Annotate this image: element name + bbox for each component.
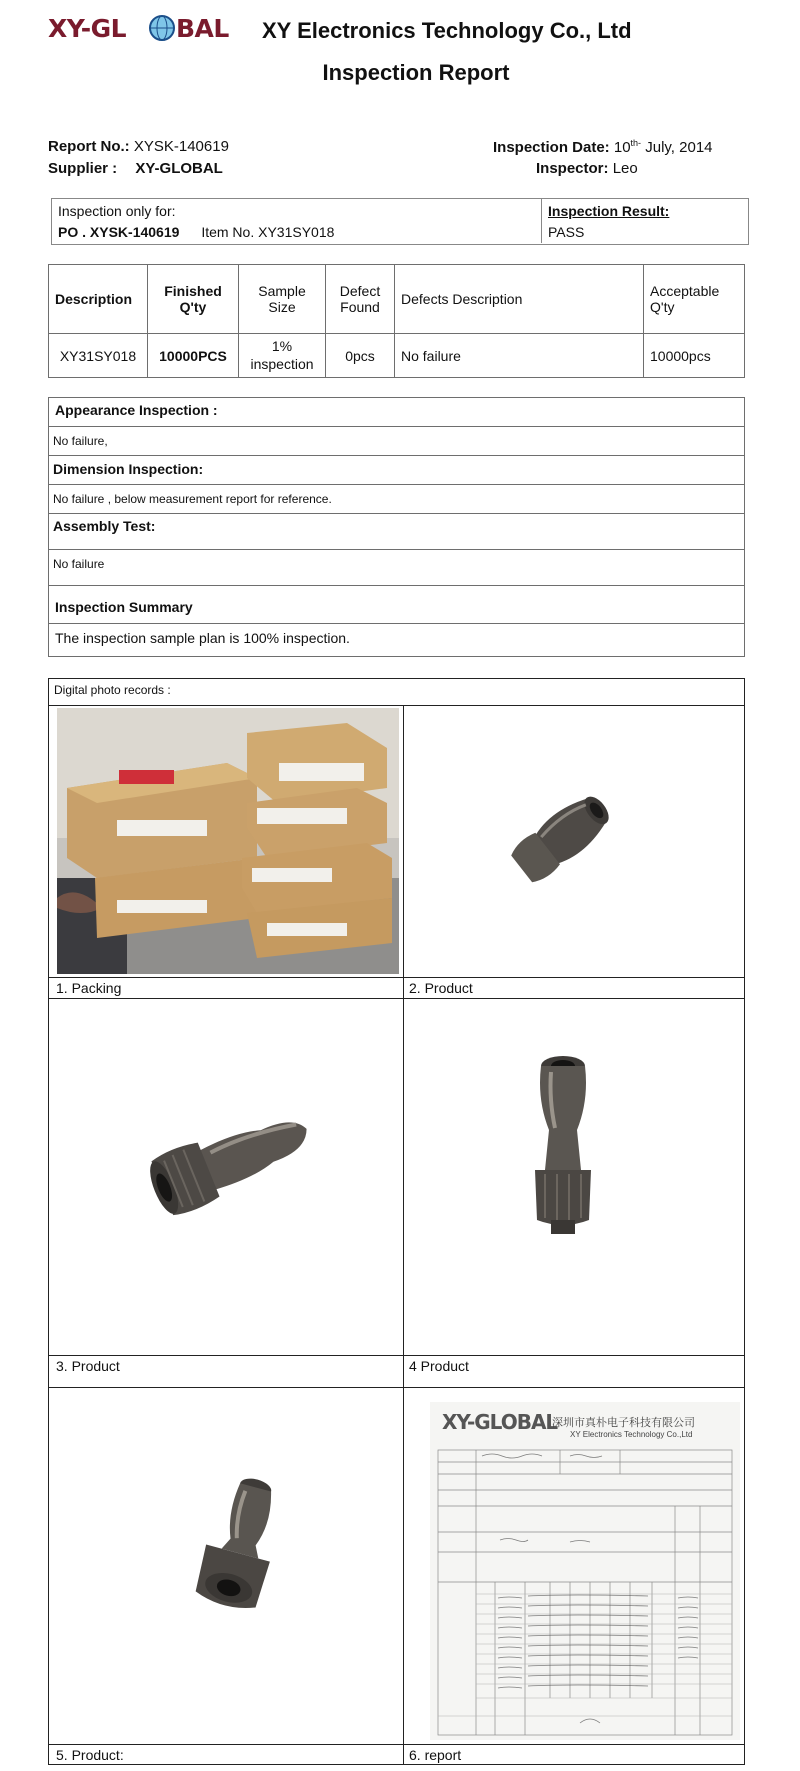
header-defect-found: Defect Found	[326, 265, 395, 334]
caption-product-4: 4 Product	[409, 1358, 469, 1374]
section-divider	[48, 513, 745, 514]
item-label: Item No.	[201, 224, 255, 240]
grid-line-vertical	[403, 705, 404, 1765]
photo-records-title: Digital photo records :	[54, 683, 171, 697]
grid-line	[48, 1355, 745, 1356]
caption-product-3: 3. Product	[56, 1358, 120, 1374]
product-photo-2	[505, 780, 625, 890]
report-no	[48, 138, 229, 155]
supplier-label: Supplier :	[48, 160, 118, 177]
header-description: Description	[49, 265, 148, 334]
product-photo-5	[185, 1470, 285, 1620]
svg-text:XY-GL: XY-GL	[48, 14, 127, 43]
caption-product-5: 5. Product:	[56, 1747, 124, 1763]
header-finished-qty: Finished Q'ty	[148, 265, 239, 334]
supplier	[48, 160, 223, 177]
inspector-value: Leo	[612, 160, 638, 177]
product-photo-4	[523, 1050, 603, 1240]
inspection-date-day: 10	[613, 139, 631, 156]
cell-acceptable-qty: 10000pcs	[644, 334, 745, 378]
inspection-date-rest: July, 2014	[645, 139, 713, 156]
header-acceptable-qty: Acceptable Q'ty	[644, 265, 745, 334]
po-number: XYSK-140619	[89, 224, 180, 240]
grid-line	[48, 977, 745, 978]
inspection-date-suffix: th-	[630, 138, 642, 148]
report-thumb-company-cn: 深圳市真朴电子科技有限公司	[552, 1417, 695, 1429]
section-divider	[48, 623, 745, 624]
packing-photo	[57, 708, 399, 974]
report-no-label: Report No.:	[48, 138, 130, 155]
cell-defects-description: No failure	[395, 334, 644, 378]
cell-sample-size: 1% inspection	[239, 334, 326, 378]
inspection-result-value: PASS	[548, 224, 585, 240]
report-thumb-grid	[430, 1448, 740, 1740]
cell-defect-found: 0pcs	[326, 334, 395, 378]
appearance-text: No failure,	[53, 434, 108, 448]
assembly-text: No failure	[53, 557, 105, 571]
section-divider	[48, 585, 745, 586]
po-line	[58, 224, 334, 240]
dimension-title: Dimension Inspection:	[53, 461, 204, 477]
grid-line	[48, 1387, 745, 1388]
section-divider	[48, 549, 745, 550]
header-sample-size: Sample Size	[239, 265, 326, 334]
item-number: XY31SY018	[258, 224, 335, 240]
inspection-result-label: Inspection Result:	[548, 203, 670, 219]
inspection-for-label: Inspection only for:	[58, 203, 176, 219]
grid-line	[48, 705, 745, 706]
supplier-value: XY-GLOBAL	[135, 160, 223, 177]
company-name: XY Electronics Technology Co., Ltd	[262, 18, 632, 43]
caption-report: 6. report	[409, 1747, 462, 1763]
product-photo-3	[145, 1100, 325, 1220]
section-divider	[48, 455, 745, 456]
report-thumb-company-en: XY Electronics Technology Co.,Ltd	[570, 1430, 693, 1439]
inspection-date-label: Inspection Date:	[493, 139, 610, 156]
caption-product-2: 2. Product	[409, 980, 473, 996]
summary-text: The inspection sample plan is 100% inspection.	[55, 630, 350, 646]
summary-title: Inspection Summary	[55, 599, 193, 615]
report-thumbnail	[430, 1402, 740, 1740]
inspection-date	[493, 138, 713, 156]
company-logo	[48, 12, 248, 42]
header-defects-description: Defects Description	[395, 265, 644, 334]
inspection-table	[48, 264, 745, 378]
document-title: Inspection Report	[322, 60, 510, 85]
report-thumb-logo: XY-GLOBAL	[442, 1410, 558, 1434]
report-no-value: XYSK-140619	[133, 138, 229, 155]
grid-line	[48, 1744, 745, 1745]
assembly-title: Assembly Test:	[53, 518, 156, 534]
table-header-row	[49, 265, 745, 334]
cell-description: XY31SY018	[49, 334, 148, 378]
section-divider	[48, 484, 745, 485]
inspector	[536, 160, 638, 177]
svg-text:BAL: BAL	[176, 14, 229, 43]
caption-packing: 1. Packing	[56, 980, 122, 996]
inspector-label: Inspector:	[536, 160, 609, 177]
dimension-text: No failure , below measurement report for reference.	[53, 492, 332, 506]
inspection-for-divider	[541, 198, 542, 243]
section-divider	[48, 426, 745, 427]
po-prefix: PO .	[58, 224, 87, 240]
table-row	[49, 334, 745, 378]
cell-finished-qty: 10000PCS	[148, 334, 239, 378]
appearance-title: Appearance Inspection :	[55, 402, 218, 418]
grid-line	[48, 998, 745, 999]
